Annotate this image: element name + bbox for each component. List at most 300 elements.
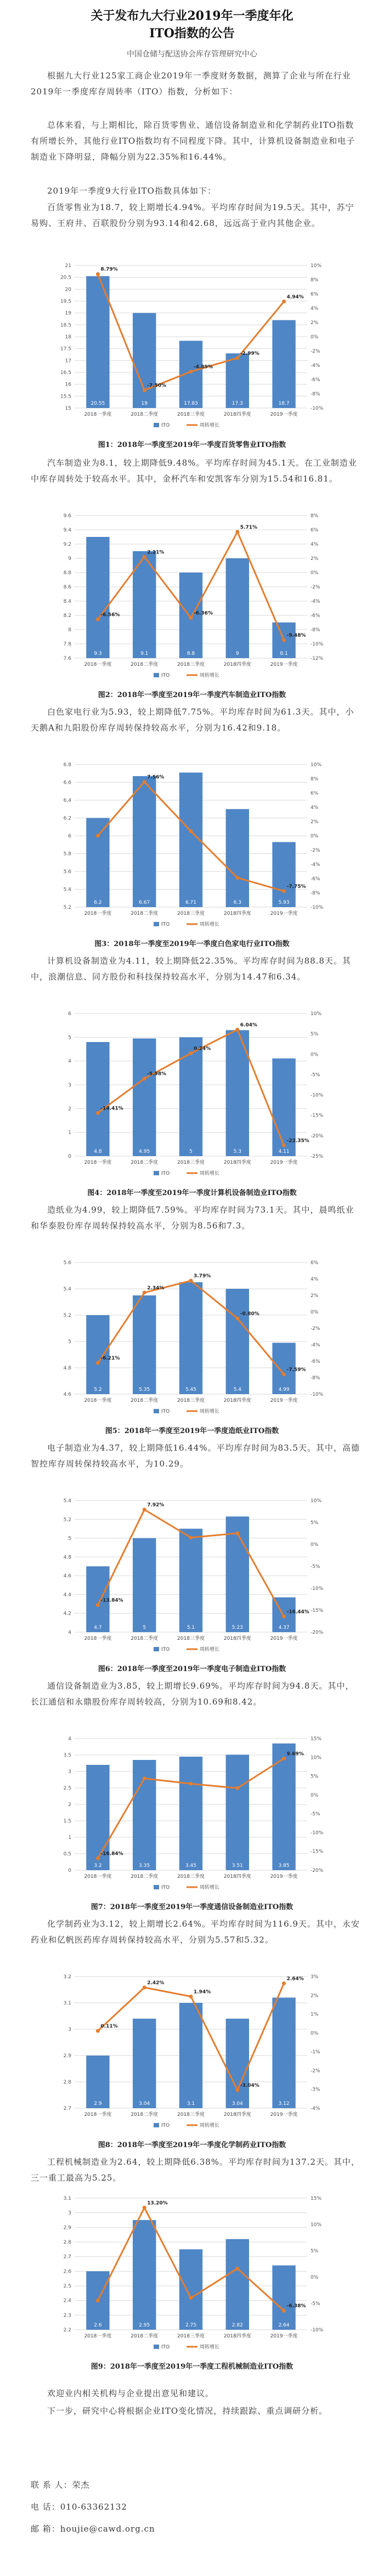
y-tick-left: 5.8 <box>63 851 71 857</box>
bar-value-label: 5.23 <box>231 1625 243 1630</box>
section-text-4: 计算机设备制造业为4.11，较上期降低22.35%。平均库存时间为88.8天。其中，浪潮信息、同方股份和科技保持较高水平，分别为14.47和6.34。 <box>31 956 351 982</box>
y-tick-right: 0% <box>310 834 319 839</box>
figure-caption-5: 图5：2018年一季度至2019年一季度造纸业ITO指数 <box>105 1427 279 1435</box>
ito-bar <box>179 1282 202 1394</box>
growth-point <box>143 780 146 784</box>
contact-phone <box>31 2501 127 2512</box>
bar-value-label: 17.83 <box>184 401 198 406</box>
growth-data-label: -14.41% <box>100 1106 123 1112</box>
growth-point <box>235 2088 239 2092</box>
y-tick-right: 4% <box>310 542 319 547</box>
growth-point <box>143 388 146 392</box>
figure-caption-8: 图8：2018年一季度至2019年一季度化学制药业ITO指数 <box>98 2141 286 2149</box>
x-tick-label: 2018二季度 <box>131 2334 159 2339</box>
y-tick-right: -6% <box>310 377 320 383</box>
y-tick-left: 2 <box>68 1106 71 1112</box>
bar-value-label: 3.85 <box>278 1863 290 1869</box>
growth-point <box>189 1536 193 1539</box>
growth-point <box>143 1077 146 1080</box>
x-tick-label: 2018三季度 <box>177 1874 205 1879</box>
x-tick-label: 2018一季度 <box>84 911 112 916</box>
y-tick-right: 2% <box>310 556 319 562</box>
growth-data-label: -6.56% <box>100 612 120 618</box>
ito-bar <box>133 2220 156 2330</box>
y-tick-left: 2.3 <box>63 2313 71 2319</box>
growth-point <box>282 1981 286 1985</box>
x-tick-label: 2019一季度 <box>270 1636 298 1641</box>
x-tick-label: 2019一季度 <box>270 662 298 667</box>
legend-line-label: 周转增长 <box>200 1885 220 1890</box>
figure-caption-9: 图9：2018年一季度至2019年一季度工程机械制造业ITO指数 <box>91 2363 293 2371</box>
growth-data-label: -16.84% <box>100 1851 123 1857</box>
growth-point <box>143 1508 146 1511</box>
chart-3 <box>49 757 335 932</box>
ito-bar <box>179 1528 202 1632</box>
bar-value-label: 2.64 <box>278 2323 290 2328</box>
x-tick-label: 2018四季度 <box>223 1874 251 1879</box>
x-tick-label: 2019一季度 <box>270 911 298 916</box>
ito-bar <box>179 2003 202 2108</box>
y-tick-right: -4% <box>310 2106 320 2111</box>
growth-point <box>189 1279 193 1283</box>
ito-bar <box>226 2239 249 2330</box>
y-tick-right: -4% <box>310 599 320 604</box>
y-tick-left: 6.8 <box>63 762 71 768</box>
ito-bar <box>272 842 295 907</box>
chart-4 <box>49 1006 335 1181</box>
y-tick-right: -4% <box>310 363 320 369</box>
growth-point <box>235 1317 239 1321</box>
figure-caption-1: 图1：2018年一季度至2019年一季度百货零售业ITO指数 <box>98 441 286 449</box>
y-tick-left: 3 <box>68 2210 71 2216</box>
y-tick-left: 2.5 <box>63 1786 71 1791</box>
bar-value-label: 18.7 <box>278 401 290 406</box>
ito-bar <box>133 776 156 907</box>
y-tick-right: 6% <box>310 292 319 297</box>
growth-point <box>189 1782 193 1786</box>
y-tick-right: -25% <box>310 1154 324 1159</box>
growth-point <box>189 829 193 833</box>
bar-value-label: 19 <box>141 401 148 406</box>
growth-point <box>143 1985 146 1989</box>
bar-value-label: 2.82 <box>231 2323 243 2328</box>
bar-value-label: 6.71 <box>185 900 197 905</box>
legend-bar-swatch <box>154 673 159 677</box>
growth-point <box>96 1361 100 1365</box>
growth-data-label: -7.59% <box>286 1367 306 1373</box>
ito-bar <box>272 320 295 408</box>
growth-point <box>143 2206 146 2210</box>
x-tick-label: 2018一季度 <box>84 1398 112 1403</box>
growth-point <box>96 2298 100 2302</box>
outro-paragraph-2: 下一步，研究中心将根据企业ITO变化情况，持续跟踪、重点调研分析。 <box>47 2406 328 2416</box>
x-tick-label: 2018四季度 <box>223 412 251 417</box>
section-text-6: 电子制造业为4.37，较上期降低16.44%。平均库存时间为83.5天。其中，高德智控库存周转保持较高水平，为10.29。 <box>31 1443 360 1469</box>
growth-data-label: 8.79% <box>100 267 118 273</box>
y-tick-right: 0% <box>310 570 319 576</box>
y-tick-left: 3.1 <box>63 2196 71 2201</box>
y-tick-right: 5% <box>310 1774 319 1780</box>
bar-value-label: 17.3 <box>231 401 243 406</box>
bar-value-label: 6.67 <box>139 900 150 905</box>
y-tick-left: 9.2 <box>63 542 71 547</box>
growth-point <box>96 1603 100 1607</box>
ito-bar <box>179 1757 202 1870</box>
y-tick-left: 3 <box>68 1769 71 1775</box>
bar-value-label: 3.1 <box>187 2101 195 2107</box>
y-tick-right: -8% <box>310 1375 320 1381</box>
y-tick-right: -2% <box>310 349 320 354</box>
y-tick-left: 2.7 <box>63 2254 71 2260</box>
bar-value-label: 4.37 <box>278 1625 290 1630</box>
section-text-1: 百货零售业为18.7，较上期增长4.94%。平均库存时间为19.5天。其中，苏宁易购、王府井、百联股份分别为93.14和42.68，远远高于业内其他企业。 <box>31 202 354 228</box>
bar-value-label: 5.35 <box>139 1387 150 1392</box>
ito-bar <box>86 2056 109 2108</box>
intro-paragraph-3: 2019年一季度9大行业ITO指数具体如下： <box>47 186 216 196</box>
legend-bar-label: ITO <box>161 1171 170 1176</box>
page-title-line1: 关于发布九大行业2019年一季度年化 <box>91 9 293 23</box>
chart-1 <box>49 258 335 433</box>
bar-value-label: 3.35 <box>139 1863 150 1869</box>
bar-value-label: 3.12 <box>278 2101 290 2107</box>
y-tick-right: 1% <box>310 2012 319 2018</box>
y-tick-left: 2.5 <box>63 2284 71 2289</box>
growth-point <box>235 530 239 534</box>
legend-line-label: 周转增长 <box>200 1171 220 1176</box>
contact-email <box>31 2523 155 2534</box>
legend-bar-swatch <box>154 922 159 926</box>
legend-bar-label: ITO <box>161 1409 170 1414</box>
growth-point <box>282 299 286 303</box>
growth-point <box>96 834 100 837</box>
y-tick-left: 5.2 <box>63 905 71 910</box>
y-tick-left: 4 <box>68 1736 71 1742</box>
y-tick-left: 4.4 <box>63 1592 71 1598</box>
y-tick-right: 0% <box>310 2030 319 2036</box>
chart-8 <box>49 1969 335 2133</box>
bar-value-label: 3.45 <box>185 1863 197 1869</box>
y-tick-left: 6 <box>68 1011 71 1017</box>
y-tick-left: 4 <box>68 1058 71 1065</box>
growth-point <box>143 1290 146 1294</box>
y-tick-right: 5% <box>310 1032 319 1038</box>
y-tick-left: 9.4 <box>63 528 71 533</box>
y-tick-left: 9 <box>68 556 71 562</box>
growth-point <box>282 638 286 642</box>
y-tick-right: -15% <box>310 1849 324 1855</box>
growth-data-label: 4.94% <box>286 294 304 300</box>
ito-bar <box>226 2019 249 2108</box>
x-tick-label: 2018四季度 <box>223 2112 251 2118</box>
bar-value-label: 5.1 <box>187 1625 195 1630</box>
y-tick-right: 10% <box>310 263 322 269</box>
growth-data-label: 2.34% <box>147 1285 165 1291</box>
y-tick-left: 15.5 <box>60 394 71 400</box>
y-tick-left: 0 <box>68 1154 71 1159</box>
x-tick-label: 2018四季度 <box>223 662 251 667</box>
legend-bar-label: ITO <box>161 2345 170 2350</box>
y-tick-left: 2.6 <box>63 2269 71 2275</box>
bar-value-label: 5 <box>189 1149 193 1154</box>
legend-bar-label: ITO <box>161 423 170 428</box>
growth-point <box>282 1143 286 1147</box>
x-tick-label: 2018四季度 <box>223 1636 251 1641</box>
y-tick-left: 18.5 <box>60 322 71 329</box>
y-tick-right: 10% <box>310 1498 322 1504</box>
y-tick-right: 6% <box>310 1260 319 1266</box>
growth-data-label: 3.79% <box>194 1273 211 1279</box>
bar-value-label: 5.4 <box>233 1387 241 1392</box>
bar-value-label: 5.3 <box>233 1149 241 1154</box>
growth-data-label: 1.94% <box>194 1989 211 1995</box>
y-tick-right: -6% <box>310 1359 320 1365</box>
legend-bar-swatch <box>154 2123 159 2127</box>
ito-bar <box>272 1743 295 1870</box>
growth-point <box>189 616 193 620</box>
growth-point <box>143 1776 146 1780</box>
x-tick-label: 2018二季度 <box>131 1636 159 1641</box>
y-tick-right: -10% <box>310 642 324 647</box>
growth-data-label: -6.21% <box>100 1356 120 1362</box>
bar-value-label: 3.04 <box>139 2101 150 2107</box>
bar-value-label: 4.95 <box>139 1149 150 1154</box>
y-tick-left: 21 <box>65 263 71 269</box>
phone-label: 电 话： <box>31 2502 60 2512</box>
growth-data-label: -16.44% <box>286 1609 309 1615</box>
y-tick-right: 4% <box>310 805 319 811</box>
growth-point <box>143 555 146 559</box>
y-tick-left: 6.2 <box>63 816 71 822</box>
x-tick-label: 2018一季度 <box>84 1636 112 1641</box>
y-tick-left: 2.7 <box>63 2106 71 2111</box>
x-tick-label: 2019一季度 <box>270 2112 298 2118</box>
ito-bar <box>133 1295 156 1394</box>
y-tick-right: -20% <box>310 1133 324 1139</box>
y-tick-left: 1 <box>68 1835 71 1841</box>
y-tick-left: 2.2 <box>63 2328 71 2333</box>
legend-line-label: 周转增长 <box>200 2123 220 2128</box>
y-tick-left: 3.2 <box>63 1974 71 1980</box>
y-tick-right: 15% <box>310 2196 322 2201</box>
growth-point <box>235 1786 239 1790</box>
outro-paragraph-1: 欢迎业内相关机构与企业提出意见和建议。 <box>47 2388 214 2398</box>
growth-data-label: 13.20% <box>147 2200 168 2206</box>
chart-9 <box>49 2190 335 2355</box>
y-tick-left: 3 <box>68 2027 71 2033</box>
growth-data-label: -0.80% <box>240 1311 259 1317</box>
growth-data-label: -4.89% <box>194 364 213 370</box>
email-address[interactable]: houjie@cawd.org.cn <box>60 2524 155 2534</box>
ito-bar <box>133 1538 156 1632</box>
contact-person <box>31 2479 90 2490</box>
legend-bar-swatch <box>154 1885 159 1889</box>
x-tick-label: 2018三季度 <box>177 662 205 667</box>
x-tick-label: 2019一季度 <box>270 1398 298 1403</box>
y-tick-right: 10% <box>310 1011 322 1017</box>
bar-value-label: 2.75 <box>185 2323 197 2328</box>
x-tick-label: 2018二季度 <box>131 1398 159 1403</box>
y-tick-right: 10% <box>310 2222 322 2228</box>
y-tick-right: -10% <box>310 1392 324 1397</box>
growth-point <box>282 1372 286 1376</box>
y-tick-left: 5.2 <box>63 1517 71 1523</box>
legend-line-label: 周转增长 <box>200 1647 220 1652</box>
y-tick-right: -4% <box>310 1343 320 1348</box>
y-tick-right: -10% <box>310 905 324 910</box>
y-tick-left: 5.4 <box>63 1287 71 1292</box>
y-tick-left: 19 <box>65 310 71 316</box>
ito-bar <box>226 353 249 408</box>
y-tick-right: -5% <box>310 1072 320 1078</box>
bar-value-label: 4.8 <box>94 1149 102 1154</box>
y-tick-right: -10% <box>310 2328 324 2333</box>
y-tick-right: -1% <box>310 2050 320 2056</box>
y-tick-left: 2.8 <box>63 2080 71 2085</box>
growth-data-label: 6.04% <box>240 1022 258 1028</box>
y-tick-right: 5% <box>310 1520 319 1526</box>
y-tick-left: 8 <box>68 627 71 633</box>
y-tick-left: 19.5 <box>60 299 71 304</box>
growth-point <box>96 272 100 276</box>
page-title-line2: ITO指数的公告 <box>149 26 235 41</box>
y-tick-left: 5.6 <box>63 1260 71 1266</box>
y-tick-left: 20.5 <box>60 275 71 281</box>
y-tick-right: 2% <box>310 819 319 825</box>
legend-bar-label: ITO <box>161 1885 170 1890</box>
y-tick-left: 2 <box>68 1802 71 1808</box>
y-tick-right: 10% <box>310 762 322 768</box>
growth-point <box>96 2029 100 2033</box>
y-tick-left: 0 <box>68 1868 71 1873</box>
figure-caption-6: 图6：2018年一季度至2019年一季度电子制造业ITO指数 <box>98 1665 286 1673</box>
growth-data-label: -6.36% <box>194 610 213 616</box>
bar-value-label: 9 <box>235 651 239 656</box>
ito-bar <box>226 809 249 907</box>
y-tick-left: 8.2 <box>63 613 71 619</box>
figure-caption-3: 图3：2018年一季度至2019年一季度白色家电行业ITO指数 <box>94 940 290 948</box>
growth-data-label: -6.38% <box>286 2303 306 2309</box>
y-tick-right: -6% <box>310 613 320 619</box>
chart-2 <box>49 508 335 683</box>
x-tick-label: 2018三季度 <box>177 1160 205 1165</box>
bar-value-label: 4.7 <box>94 1625 102 1630</box>
phone-number: 010-63362132 <box>60 2502 127 2512</box>
y-tick-right: -15% <box>310 1113 324 1119</box>
y-tick-right: 6% <box>310 528 319 533</box>
bar-value-label: 9.1 <box>140 651 149 656</box>
y-tick-right: 4% <box>310 1277 319 1282</box>
y-tick-left: 5.4 <box>63 1498 71 1504</box>
y-tick-right: 3% <box>310 1974 319 1980</box>
y-tick-right: -20% <box>310 1630 324 1635</box>
section-text-5: 造纸业为4.99，较上期降低7.59%。平均库存时间为73.1天。其中，晨鸣纸业和华泰股份库存周转保持较高水平，分别为8.56和7.3。 <box>31 1205 354 1231</box>
y-tick-left: 4.2 <box>63 1611 71 1617</box>
contact-name: 荣杰 <box>72 2480 90 2490</box>
growth-point <box>189 370 193 373</box>
bar-value-label: 4.11 <box>278 1149 290 1154</box>
y-tick-left: 9.6 <box>63 513 71 519</box>
bar-value-label: 2.95 <box>139 2323 150 2328</box>
y-tick-right: 15% <box>310 1736 322 1742</box>
y-tick-right: -3% <box>310 2087 320 2093</box>
x-tick-label: 2018一季度 <box>84 2334 112 2339</box>
figure-caption-2: 图2：2018年一季度至2019年一季度汽车制造业ITO指数 <box>98 691 286 699</box>
y-tick-left: 16.5 <box>60 370 71 376</box>
x-tick-label: 2019一季度 <box>270 2334 298 2339</box>
y-tick-right: -5% <box>310 1564 320 1570</box>
y-tick-left: 3.5 <box>63 1753 71 1758</box>
section-text-3: 白色家电行业为5.93，较上期降低7.75%。平均库存时间为61.3天。其中，小天鹅A和九阳股份库存周转保持较高水平，分别为16.42和9.18。 <box>31 707 354 733</box>
y-tick-right: -10% <box>310 406 324 411</box>
bar-value-label: 3.2 <box>94 1863 102 1869</box>
y-tick-right: -10% <box>310 1830 324 1836</box>
x-tick-label: 2018一季度 <box>84 662 112 667</box>
bar-value-label: 8.1 <box>280 651 288 656</box>
legend-line-label: 周转增长 <box>200 673 220 678</box>
legend-bar-swatch <box>154 1409 159 1413</box>
legend-bar-swatch <box>154 2345 159 2349</box>
section-text-8: 化学制药业为3.12，较上期增长2.64%。平均库存时间为116.9天。其中，永安药业和亿帆医药库存周转保持较高水平，分别为5.57和5.32。 <box>31 1919 360 1945</box>
growth-point <box>189 2296 193 2300</box>
x-tick-label: 2018三季度 <box>177 1636 205 1641</box>
y-tick-left: 2.8 <box>63 2240 71 2245</box>
y-tick-right: 2% <box>310 1293 319 1299</box>
y-tick-left: 17.5 <box>60 346 71 352</box>
growth-data-label: 9.69% <box>286 1751 304 1757</box>
x-tick-label: 2018一季度 <box>84 1874 112 1879</box>
ito-bar <box>86 1042 109 1156</box>
ito-bar <box>133 313 156 408</box>
growth-point <box>96 1111 100 1115</box>
y-tick-left: 4.6 <box>63 1573 71 1579</box>
contact-label: 联 系 人： <box>31 2480 72 2490</box>
x-tick-label: 2018四季度 <box>223 1398 251 1403</box>
y-tick-right: 8% <box>310 777 319 782</box>
growth-point <box>282 889 286 893</box>
y-tick-left: 3 <box>68 1083 71 1088</box>
y-tick-right: -15% <box>310 1608 324 1613</box>
y-tick-right: 4% <box>310 306 319 312</box>
y-tick-right: 0% <box>310 1542 319 1548</box>
growth-point <box>235 356 239 360</box>
legend-line-label: 周转增长 <box>200 423 220 428</box>
ito-bar <box>226 1754 249 1870</box>
chart-5 <box>49 1255 335 1419</box>
ito-bar <box>133 1039 156 1157</box>
y-tick-right: 2% <box>310 320 319 326</box>
source-organization: 中国仓储与配送协会库存管理研究中心 <box>127 50 257 59</box>
y-tick-left: 4.8 <box>63 1366 71 1371</box>
x-tick-label: 2018四季度 <box>223 911 251 916</box>
legend-bar-swatch <box>154 423 159 427</box>
y-tick-left: 20 <box>65 287 71 293</box>
y-tick-right: 0% <box>310 1052 319 1058</box>
y-tick-right: -8% <box>310 627 320 633</box>
y-tick-left: 6 <box>68 834 71 839</box>
growth-data-label: -22.35% <box>286 1138 309 1144</box>
y-tick-right: -5% <box>310 1811 320 1818</box>
ito-bar <box>226 558 249 658</box>
y-tick-left: 7.8 <box>63 642 71 647</box>
bar-value-label: 6.3 <box>233 900 241 905</box>
growth-data-label: 2.21% <box>147 550 165 556</box>
x-tick-label: 2018三季度 <box>177 911 205 916</box>
growth-data-label: 0.24% <box>194 1046 211 1052</box>
bar-value-label: 2.6 <box>94 2323 102 2328</box>
y-tick-left: 3.1 <box>63 2001 71 2006</box>
x-tick-label: 2018二季度 <box>131 412 159 417</box>
ito-bar <box>86 818 109 908</box>
